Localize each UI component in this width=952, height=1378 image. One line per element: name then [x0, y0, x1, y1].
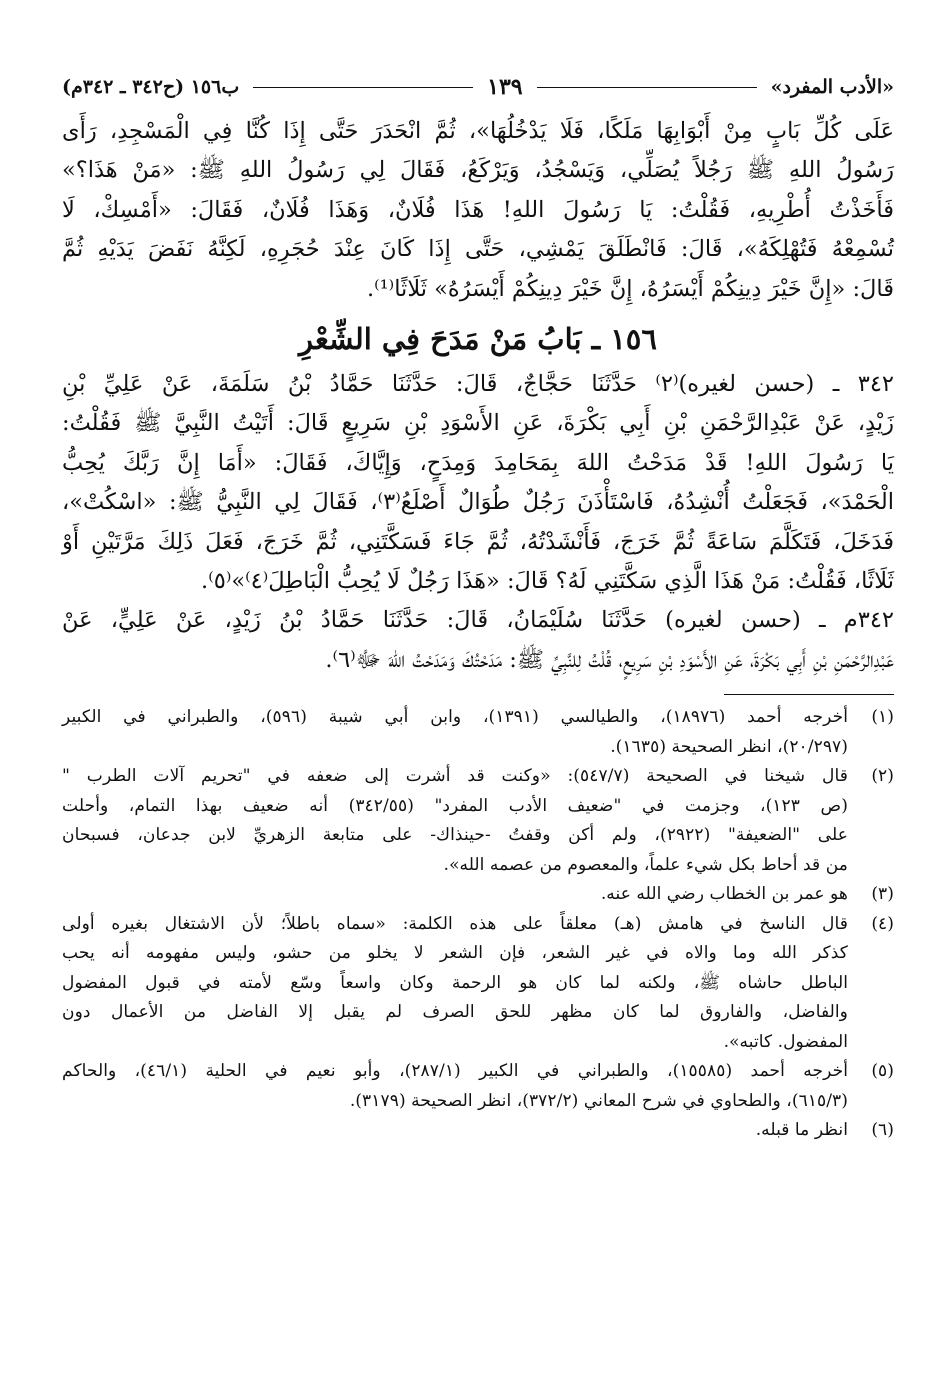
main-text: [62, 112, 894, 680]
book-page: [62, 70, 894, 1146]
footnote-line: قال الناسخ في هامش (هـ) معلقاً على هذه الكلمة: «سماه باطلاً؛ لأن الاشتغال بغيره أولى: [62, 913, 848, 934]
footnote-text: [62, 1116, 848, 1146]
footnote-text: [62, 910, 848, 1058]
text-line: قَالَ: «إِنَّ خَيْرَ دِينِكُمْ أَيْسَرُهُ، إِنَّ خَيْرَ دِينِكُمْ أَيْسَرُهُ» ثَلَاثًا⁽¹⁾.: [366, 275, 894, 302]
hadith-342: [62, 365, 894, 601]
page-number: ١٣٩: [487, 74, 523, 100]
text-line: رَسُولُ اللهِ ﷺ رَجُلاً يُصَلِّي، وَيَسْجُدُ، وَيَرْكَعُ، فَقَالَ لِي رَسُولُ اللهِ ﷺ: «مَنْ هَذَا؟»: [62, 157, 894, 184]
footnote-number: (١): [871, 707, 894, 728]
footnote-line: والفاضل، والفاروق لما كان مظهر للحق الصرف لم يقبل إلا الفاضل من الأعمال دون: [62, 1002, 848, 1023]
footnote-line: من قد أحاط بكل شيء علماً، والمعصوم من عصمه الله».: [443, 854, 848, 875]
footnote-6: [62, 1116, 894, 1146]
hadith-342m: [62, 601, 894, 680]
footnote-line: (٢٠/٢٩٧)، انظر الصحيحة (١٦٣٥).: [610, 736, 848, 757]
text-line: زَيْدٍ، عَنْ عَبْدِالرَّحْمَنِ بْنِ أَبِي بَكْرَةَ، عَنِ الأَسْوَدِ بْنِ سَرِيعٍ قَالَ: أَتَيْتُ النَّبِيَّ ﷺ فَقُلْتُ:: [62, 410, 894, 437]
footnote-5: [62, 1057, 894, 1116]
footnotes: [62, 703, 894, 1146]
text-line: عَلَى كُلِّ بَابٍ مِنْ أَبْوَابِهَا مَلَكًا، فَلَا يَدْخُلُهَا»، ثُمَّ انْحَدَرَ حَتَّى إِذَا كُنَّا فِي الْمَسْجِدِ، رَأَى: [62, 118, 894, 144]
footnote-line: (ص ١٢٣)، وجزمت في "ضعيف الأدب المفرد" (٣٤٢/٥٥) أنه ضعيف بهذا التمام، وأحلت: [62, 795, 848, 816]
footnote-text: [62, 880, 848, 910]
footnote-line: انظر ما قبله.: [755, 1120, 848, 1141]
footnote-number: (٤): [871, 913, 894, 934]
footnote-1: [62, 703, 894, 762]
footnote-3: [62, 880, 894, 910]
footnote-text: [62, 703, 848, 762]
text-line: ٣٤٢ ـ (حسن لغيره)⁽٢⁾ حَدَّثَنَا حَجَّاجٌ، قَالَ: حَدَّثَنَا حَمَّادُ بْنُ سَلَمَةَ، عَنْ عَلِيِّ بْنِ: [62, 371, 894, 398]
continuation-paragraph: [62, 112, 894, 309]
footnote-line: أخرجه أحمد (١٥٥٨٥)، والطبراني في الكبير (٢٨٧/١)، وأبو نعيم في الحلية (٤٦/١)، والحاكم: [62, 1061, 848, 1082]
footnote-line: على "الضعيفة" (٢٩٢٢)، ولم أكن وقفتُ -حينذاك- على متابعة الزهريِّ لابن جدعان، فسبحان: [62, 825, 848, 846]
text-line: فَدَخَلَ، فَتَكَلَّمَ سَاعَةً ثُمَّ خَرَجَ، فَأَنْشَدْتُهُ، ثُمَّ جَاءَ فَسَكَّتَنِي، ثُمَّ خَرَجَ، فَعَلَ ذَلِكَ مَرَّتَيْنِ أَوْ: [62, 528, 894, 555]
section-reference: ب١٥٦ (ح٣٤٢ ـ ٣٤٢م): [62, 76, 240, 98]
running-header: [62, 70, 894, 104]
text-line: الْحَمْدَ»، فَجَعَلْتُ أُنْشِدُهُ، فَاسْتَأْذَنَ رَجُلٌ طُوَالٌ أَصْلَعُ⁽٣⁾، فَقَالَ لِي النَّبِيُّ ﷺ: «اسْكُتْ»،: [62, 489, 894, 516]
text-line: عَبْدِالرَّحْمَنِ بْنِ أَبِي بَكْرَةَ، عَنِ الأَسْوَدِ بْنِ سَرِيعٍ، قُلْتُ لِلنَّبِيِّ ﷺ: مَدَحْتُكَ وَمَدَحْتُ اللهَ ﷻ⁽٦⁾.: [325, 646, 894, 673]
text-line: تُسْمِعْهُ فَتُهْلِكَهُ»، قَالَ: فَانْطَلَقَ يَمْشِي، حَتَّى إِذَا كَانَ عِنْدَ حُجَرِهِ، لَكِنَّهُ نَفَضَ يَدَيْهِ ثُمَّ: [62, 236, 894, 263]
footnote-divider: [724, 694, 894, 695]
footnote-text: [62, 1057, 848, 1116]
chapter-title: ١٥٦ ـ بَابُ مَنْ مَدَحَ فِي الشِّعْرِ: [299, 322, 657, 357]
footnote-line: أخرجه أحمد (١٨٩٧٦)، والطيالسي (١٣٩١)، وابن أبي شيبة (٥٩٦)، والطبراني في الكبير: [62, 707, 849, 728]
book-title: «الأدب المفرد»: [770, 76, 894, 98]
footnote-text: [62, 762, 848, 880]
header-rule-right: [537, 87, 757, 88]
footnote-line: المفضول. كاتبه».: [723, 1031, 848, 1052]
footnote-number: (٥): [871, 1061, 894, 1082]
footnote-number: (٦): [871, 1120, 894, 1141]
footnote-line: (٦١٥/٣)، والطحاوي في شرح المعاني (٣٧٢/٢)، انظر الصحيحة (٣١٧٩).: [349, 1090, 848, 1111]
text-line: ٣٤٢م ـ (حسن لغيره) حَدَّثَنَا سُلَيْمَانُ، قَالَ: حَدَّثَنَا حَمَّادُ بْنُ زَيْدٍ، عَنْ عَلِيٍّ، عَنْ: [62, 607, 894, 634]
footnote-line: قال شيخنا في الصحيحة (٥٤٧/٧): «وكنت قد أشرت إلى ضعفه في "تحريم آلات الطرب ": [62, 766, 849, 787]
text-line: يَا رَسُولَ اللهِ! قَدْ مَدَحْتُ اللهَ بِمَحَامِدَ وَمِدَحٍ، وَإِيَّاكَ، فَقَالَ: «أَمَا إِنَّ رَبَّكَ يُحِبُّ: [62, 449, 894, 476]
text-line: فَأَخَذْتُ أُطْرِيهِ، فَقُلْتُ: يَا رَسُولَ اللهِ! هَذَا فُلَانٌ، وَهَذَا فُلَانٌ، فَقَالَ: «أَمْسِكْ، لَا: [62, 196, 894, 223]
text-line: ثَلَاثًا، فَقُلْتُ: مَنْ هَذَا الَّذِي سَكَّتَنِي لَهُ؟ قَالَ: «هَذَا رَجُلٌ لَا يُحِبُّ الْبَاطِلَ⁽٤⁾»⁽٥⁾.: [201, 568, 894, 595]
footnote-line: هو عمر بن الخطاب رضي الله عنه.: [600, 884, 848, 905]
footnote-2: [62, 762, 894, 880]
footnote-line: الباطل حاشاه ﷺ، ولكنه لما كان هو الرحمة وكان واسعاً وسّع لأمته في قبول المفضول: [62, 972, 848, 993]
footnote-4: [62, 910, 894, 1058]
header-rule-left: [253, 87, 473, 88]
footnote-number: (٣): [871, 884, 894, 905]
footnote-number: (٢): [871, 766, 894, 787]
footnote-line: كذكر الله وما والاه في غير الشعر، فإن الشعر لا يخلو من حشو، وليس مفهومه أنه يحب: [62, 943, 848, 964]
